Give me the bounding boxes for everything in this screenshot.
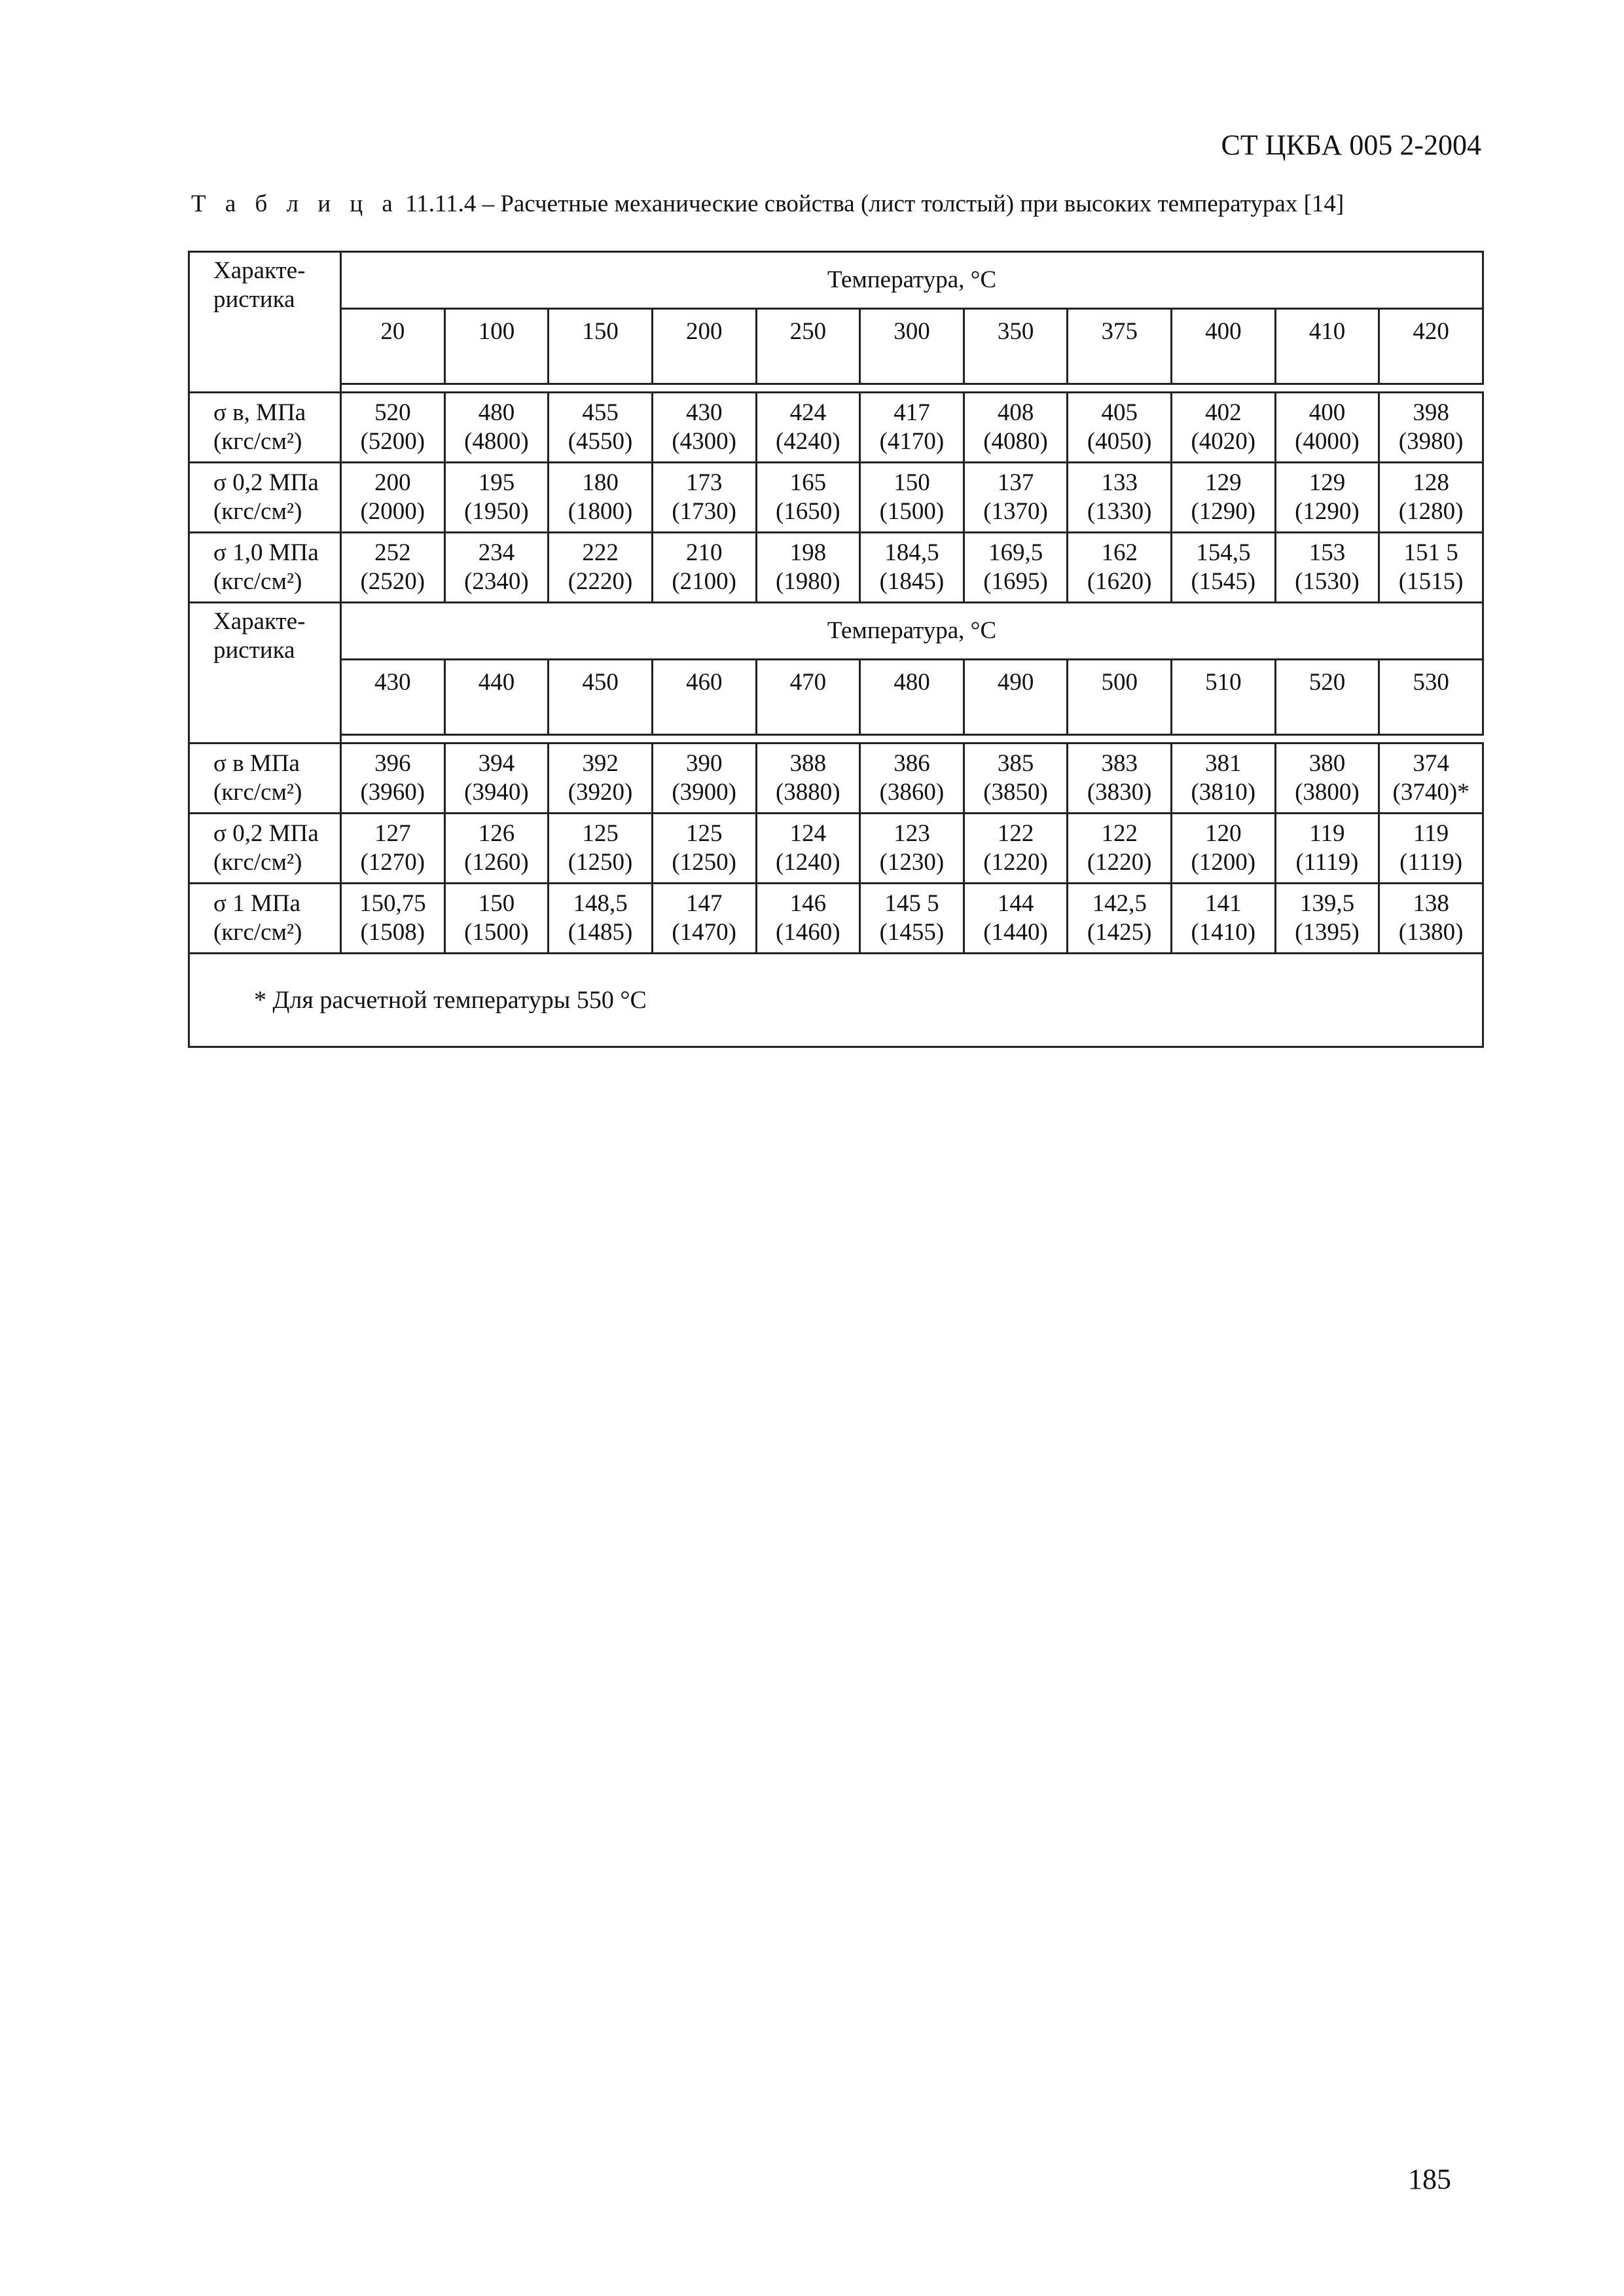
- property-name: σ 1 МПа: [213, 890, 300, 918]
- value-kgf: (4550): [568, 428, 633, 455]
- temperature-cell: 520: [1275, 660, 1379, 735]
- value-mpa: 129: [1205, 469, 1242, 497]
- value-mpa: 146: [789, 890, 827, 918]
- temperature-cell: 440: [444, 660, 549, 735]
- temperature-cell: 410: [1275, 309, 1379, 384]
- value-mpa: 374: [1413, 750, 1449, 778]
- temperature-cell: 375: [1068, 309, 1172, 384]
- value-cell: [860, 814, 964, 884]
- value-kgf: (3900): [672, 779, 737, 806]
- value-mpa: 119: [1309, 820, 1345, 848]
- value-cell: [964, 533, 1068, 603]
- value-mpa: 138: [1413, 890, 1449, 918]
- property-name: σ в МПа: [213, 750, 300, 778]
- value-cell: [860, 744, 964, 814]
- value-cell: [1172, 463, 1276, 533]
- header-row: [189, 252, 1483, 309]
- value-kgf: (3740)*: [1392, 779, 1470, 806]
- value-cell: [341, 814, 445, 884]
- value-cell: [444, 533, 549, 603]
- value-kgf: (2520): [360, 568, 425, 595]
- value-kgf: (1508): [360, 919, 425, 946]
- temperature-cell: 350: [964, 309, 1068, 384]
- value-cell: [964, 463, 1068, 533]
- value-kgf: (3940): [464, 779, 529, 806]
- value-cell: [652, 533, 756, 603]
- value-mpa: 380: [1308, 750, 1346, 778]
- value-mpa: 124: [789, 820, 827, 848]
- table-row: [189, 463, 1483, 533]
- value-cell: [1275, 744, 1379, 814]
- value-kgf: (3850): [983, 779, 1048, 806]
- value-mpa: 400: [1308, 399, 1346, 427]
- value-mpa: 396: [374, 750, 411, 778]
- caption-label: Т а б л и ц а: [191, 190, 399, 217]
- characteristic-header: Характе-ристика: [189, 603, 341, 744]
- value-kgf: (1620): [1087, 568, 1152, 595]
- value-mpa: 139,5: [1299, 890, 1355, 918]
- value-kgf: (1280): [1398, 498, 1464, 525]
- value-cell: [1068, 744, 1172, 814]
- value-kgf: (1730): [672, 498, 737, 525]
- value-kgf: (1460): [775, 919, 840, 946]
- temperature-cell: 430: [341, 660, 445, 735]
- value-kgf: (1395): [1295, 919, 1360, 946]
- temperature-header: Температура, °С: [341, 603, 1483, 660]
- value-cell: [1172, 884, 1276, 954]
- value-kgf: (3960): [360, 779, 425, 806]
- value-cell: [1068, 814, 1172, 884]
- value-cell: [549, 814, 653, 884]
- value-mpa: 165: [789, 469, 827, 497]
- value-mpa: 402: [1205, 399, 1242, 427]
- temperature-cell: 500: [1068, 660, 1172, 735]
- value-kgf: (3860): [879, 779, 945, 806]
- value-cell: [1379, 744, 1483, 814]
- value-cell: [756, 463, 860, 533]
- property-name: σ 0,2 МПа: [213, 820, 319, 848]
- value-kgf: (1220): [983, 849, 1048, 876]
- value-mpa: 150,75: [359, 890, 426, 918]
- value-mpa: 145 5: [884, 890, 939, 918]
- value-mpa: 141: [1205, 890, 1242, 918]
- value-kgf: (1380): [1398, 919, 1464, 946]
- value-cell: [549, 393, 653, 463]
- value-kgf: (1410): [1191, 919, 1256, 946]
- temperature-cell: 470: [756, 660, 860, 735]
- value-cell: [1275, 463, 1379, 533]
- value-mpa: 137: [997, 469, 1034, 497]
- table-row: [189, 814, 1483, 884]
- temperature-cell: 20: [341, 309, 445, 384]
- temperature-cell: 460: [652, 660, 756, 735]
- value-mpa: 125: [582, 820, 619, 848]
- value-mpa: 126: [478, 820, 515, 848]
- value-mpa: 123: [893, 820, 930, 848]
- value-kgf: (1980): [775, 568, 840, 595]
- value-mpa: 154,5: [1196, 539, 1251, 567]
- value-kgf: (1240): [775, 849, 840, 876]
- temperature-row: [189, 660, 1483, 735]
- spacer-row: [189, 735, 1483, 744]
- value-cell: [652, 814, 756, 884]
- row-label: [189, 463, 341, 533]
- table-row: [189, 533, 1483, 603]
- value-cell: [1275, 393, 1379, 463]
- value-mpa: 222: [582, 539, 619, 567]
- value-mpa: 424: [789, 399, 827, 427]
- value-mpa: 125: [685, 820, 723, 848]
- value-cell: [341, 463, 445, 533]
- value-mpa: 127: [374, 820, 411, 848]
- value-mpa: 234: [478, 539, 515, 567]
- spacer-row: [189, 384, 1483, 393]
- value-cell: [964, 744, 1068, 814]
- value-kgf: (2340): [464, 568, 529, 595]
- value-kgf: (4000): [1295, 428, 1360, 455]
- value-kgf: (1695): [983, 568, 1048, 595]
- footnote-row: [189, 954, 1483, 1047]
- value-kgf: (1530): [1295, 568, 1360, 595]
- value-cell: [549, 884, 653, 954]
- value-kgf: (1515): [1398, 568, 1464, 595]
- row-label: [189, 744, 341, 814]
- document-code: СТ ЦКБА 005 2-2004: [1221, 129, 1481, 161]
- value-cell: [1172, 533, 1276, 603]
- value-cell: [549, 744, 653, 814]
- row-label: [189, 884, 341, 954]
- property-unit: (кгс/см²): [213, 779, 302, 806]
- value-mpa: 390: [685, 750, 723, 778]
- value-cell: [652, 744, 756, 814]
- value-cell: [1379, 463, 1483, 533]
- value-kgf: (1425): [1087, 919, 1152, 946]
- temperature-cell: 450: [549, 660, 653, 735]
- value-kgf: (3880): [775, 779, 840, 806]
- value-kgf: (1260): [464, 849, 529, 876]
- value-mpa: 150: [893, 469, 930, 497]
- temperature-cell: 420: [1379, 309, 1483, 384]
- value-kgf: (1270): [360, 849, 425, 876]
- temperature-cell: 200: [652, 309, 756, 384]
- temperature-cell: 530: [1379, 660, 1483, 735]
- value-cell: [1068, 463, 1172, 533]
- value-mpa: 392: [582, 750, 619, 778]
- value-mpa: 162: [1101, 539, 1138, 567]
- value-cell: [341, 884, 445, 954]
- value-cell: [1172, 393, 1276, 463]
- value-cell: [964, 393, 1068, 463]
- value-cell: [756, 393, 860, 463]
- table-row: [189, 884, 1483, 954]
- value-cell: [1275, 884, 1379, 954]
- value-mpa: 184,5: [884, 539, 939, 567]
- value-cell: [1379, 884, 1483, 954]
- value-mpa: 128: [1413, 469, 1449, 497]
- value-cell: [860, 533, 964, 603]
- value-mpa: 480: [478, 399, 515, 427]
- value-kgf: (1455): [879, 919, 945, 946]
- value-mpa: 408: [997, 399, 1034, 427]
- value-kgf: (4080): [983, 428, 1048, 455]
- value-kgf: (1250): [672, 849, 737, 876]
- value-cell: [1068, 533, 1172, 603]
- row-label: [189, 814, 341, 884]
- property-unit: (кгс/см²): [213, 428, 302, 455]
- value-kgf: (1470): [672, 919, 737, 946]
- value-mpa: 129: [1308, 469, 1346, 497]
- temperature-cell: 400: [1172, 309, 1276, 384]
- value-kgf: (1230): [879, 849, 945, 876]
- value-kgf: (1485): [568, 919, 633, 946]
- spacer-cell: [341, 384, 1483, 393]
- header-row: [189, 603, 1483, 660]
- temperature-cell: 150: [549, 309, 653, 384]
- value-mpa: 147: [685, 890, 723, 918]
- value-kgf: (4240): [775, 428, 840, 455]
- property-unit: (кгс/см²): [213, 849, 302, 876]
- value-kgf: (3810): [1191, 779, 1256, 806]
- value-mpa: 388: [789, 750, 827, 778]
- value-mpa: 381: [1205, 750, 1242, 778]
- value-kgf: (1119): [1399, 849, 1463, 876]
- value-cell: [444, 744, 549, 814]
- temperature-row: [189, 309, 1483, 384]
- value-mpa: 520: [374, 399, 411, 427]
- value-kgf: (1950): [464, 498, 529, 525]
- value-kgf: (3830): [1087, 779, 1152, 806]
- value-mpa: 122: [1101, 820, 1138, 848]
- value-kgf: (1250): [568, 849, 633, 876]
- value-kgf: (1500): [464, 919, 529, 946]
- temperature-cell: 480: [860, 660, 964, 735]
- value-mpa: 394: [478, 750, 515, 778]
- value-cell: [1379, 814, 1483, 884]
- table-row: [189, 744, 1483, 814]
- footnote: * Для расчетной температуры 550 °С: [189, 954, 1483, 1047]
- value-cell: [549, 463, 653, 533]
- value-mpa: 144: [997, 890, 1034, 918]
- value-cell: [1068, 393, 1172, 463]
- value-cell: [1068, 884, 1172, 954]
- property-unit: (кгс/см²): [213, 498, 302, 525]
- value-cell: [1379, 533, 1483, 603]
- value-kgf: (4300): [672, 428, 737, 455]
- value-kgf: (1119): [1295, 849, 1359, 876]
- value-cell: [756, 533, 860, 603]
- value-mpa: 398: [1413, 399, 1449, 427]
- value-mpa: 122: [997, 820, 1034, 848]
- value-mpa: 385: [997, 750, 1034, 778]
- value-cell: [964, 884, 1068, 954]
- value-cell: [1379, 393, 1483, 463]
- temperature-cell: 510: [1172, 660, 1276, 735]
- properties-table: [188, 251, 1484, 1048]
- value-kgf: (1440): [983, 919, 1048, 946]
- value-mpa: 173: [685, 469, 723, 497]
- value-mpa: 119: [1413, 820, 1449, 848]
- value-kgf: (2220): [568, 568, 633, 595]
- value-cell: [1275, 814, 1379, 884]
- characteristic-header: Характе-ристика: [189, 252, 341, 393]
- temperature-cell: 250: [756, 309, 860, 384]
- page-number: 185: [1408, 2163, 1451, 2195]
- value-cell: [1275, 533, 1379, 603]
- value-mpa: 417: [893, 399, 930, 427]
- value-cell: [860, 393, 964, 463]
- value-mpa: 430: [685, 399, 723, 427]
- property-unit: (кгс/см²): [213, 919, 302, 946]
- value-cell: [549, 533, 653, 603]
- value-cell: [341, 744, 445, 814]
- value-cell: [1172, 814, 1276, 884]
- value-kgf: (1220): [1087, 849, 1152, 876]
- caption-number: 11.11.4: [405, 190, 477, 217]
- value-mpa: 200: [374, 469, 411, 497]
- value-kgf: (3980): [1398, 428, 1464, 455]
- value-mpa: 151 5: [1403, 539, 1458, 567]
- value-mpa: 133: [1101, 469, 1138, 497]
- value-cell: [444, 884, 549, 954]
- temperature-header: Температура, °С: [341, 252, 1483, 309]
- value-cell: [444, 393, 549, 463]
- property-name: σ 1,0 МПа: [213, 539, 319, 567]
- value-mpa: 195: [478, 469, 515, 497]
- property-name: σ в, МПа: [213, 399, 306, 427]
- value-mpa: 153: [1308, 539, 1346, 567]
- row-label: [189, 533, 341, 603]
- value-kgf: (3800): [1295, 779, 1360, 806]
- value-kgf: (4050): [1087, 428, 1152, 455]
- value-cell: [444, 814, 549, 884]
- value-cell: [756, 884, 860, 954]
- value-kgf: (1330): [1087, 498, 1152, 525]
- value-kgf: (1370): [983, 498, 1048, 525]
- value-kgf: (3920): [568, 779, 633, 806]
- value-kgf: (1800): [568, 498, 633, 525]
- value-mpa: 150: [478, 890, 515, 918]
- value-mpa: 142,5: [1092, 890, 1147, 918]
- value-mpa: 383: [1101, 750, 1138, 778]
- value-kgf: (4020): [1191, 428, 1256, 455]
- value-mpa: 386: [893, 750, 930, 778]
- value-cell: [860, 463, 964, 533]
- value-mpa: 148,5: [573, 890, 628, 918]
- value-cell: [652, 463, 756, 533]
- value-mpa: 455: [582, 399, 619, 427]
- value-cell: [341, 533, 445, 603]
- value-cell: [1172, 744, 1276, 814]
- value-cell: [964, 814, 1068, 884]
- value-cell: [652, 393, 756, 463]
- value-kgf: (1545): [1191, 568, 1256, 595]
- value-kgf: (1290): [1191, 498, 1256, 525]
- caption-text: – Расчетные механические свойства (лист толстый) при высоких температурах: [482, 190, 1298, 217]
- value-cell: [756, 744, 860, 814]
- table-row: [189, 393, 1483, 463]
- table-caption: [191, 190, 1487, 218]
- value-kgf: (5200): [360, 428, 425, 455]
- value-kgf: (1290): [1295, 498, 1360, 525]
- spacer-cell: [341, 735, 1483, 744]
- value-cell: [652, 884, 756, 954]
- value-cell: [341, 393, 445, 463]
- value-mpa: 198: [789, 539, 827, 567]
- value-kgf: (2100): [672, 568, 737, 595]
- value-mpa: 180: [582, 469, 619, 497]
- property-name: σ 0,2 МПа: [213, 469, 319, 497]
- value-kgf: (4800): [464, 428, 529, 455]
- value-mpa: 210: [685, 539, 723, 567]
- value-kgf: (2000): [360, 498, 425, 525]
- value-mpa: 252: [374, 539, 411, 567]
- property-unit: (кгс/см²): [213, 568, 302, 595]
- value-cell: [860, 884, 964, 954]
- value-mpa: 405: [1101, 399, 1138, 427]
- value-cell: [756, 814, 860, 884]
- value-kgf: (4170): [879, 428, 945, 455]
- temperature-cell: 490: [964, 660, 1068, 735]
- caption-ref: [14]: [1303, 190, 1344, 217]
- value-mpa: 169,5: [988, 539, 1043, 567]
- value-mpa: 120: [1205, 820, 1242, 848]
- value-kgf: (1650): [775, 498, 840, 525]
- row-label: [189, 393, 341, 463]
- value-kgf: (1500): [879, 498, 945, 525]
- value-kgf: (1845): [879, 568, 945, 595]
- value-cell: [444, 463, 549, 533]
- temperature-cell: 300: [860, 309, 964, 384]
- value-kgf: (1200): [1191, 849, 1256, 876]
- temperature-cell: 100: [444, 309, 549, 384]
